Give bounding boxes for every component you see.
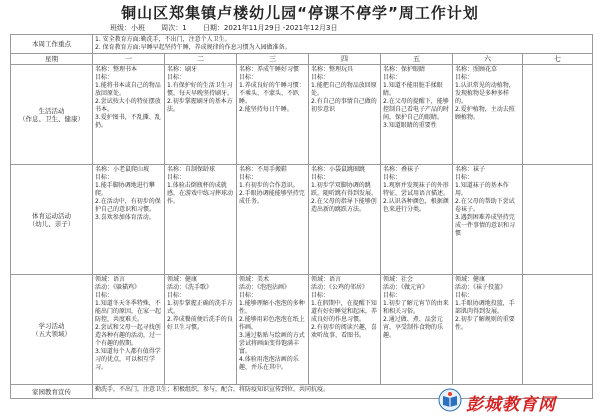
weekly-plan-table xyxy=(10,34,593,399)
study-cell xyxy=(381,275,453,385)
row-label-line: 体育运动活动 xyxy=(32,211,71,220)
watermark xyxy=(438,388,588,414)
study-cell xyxy=(165,275,237,385)
sport-cell xyxy=(237,165,309,275)
life-cell-line: 名称：刷牙 xyxy=(167,66,198,73)
sport-row-label xyxy=(11,165,93,275)
life-row-label xyxy=(11,65,93,165)
life-cell-line: 目标： xyxy=(455,74,474,81)
sport-cell-line: 名称：自制保龄球 xyxy=(167,166,216,173)
life-cell-line: 2.有自己的事情自己做的初步意识 xyxy=(311,98,377,113)
study-cell-line: 1.能够理解小泡泡的多种性。 xyxy=(239,300,305,315)
study-cell-line: 1.在假期中，在提醒下知道有好好睡觉和起床，养成良好的作息习惯。 xyxy=(311,300,378,323)
focus-line: 1. 安全教育方面:勤洗手，不出门，注意个人卫生。 xyxy=(95,36,231,43)
sport-cell-line: 3.喜欢参加体育活动。 xyxy=(95,214,155,221)
life-cell-line: 名称：整理书本 xyxy=(95,66,138,73)
life-cell-line: 目标： xyxy=(239,74,258,81)
sport-cell-line: 名称：不用手搬鞋 xyxy=(239,166,288,173)
day-header: 四 xyxy=(309,54,381,65)
sport-cell-line: 1.能手脚协调地进行攀爬。 xyxy=(95,182,155,197)
day-header-row xyxy=(11,54,593,65)
sport-cell-line: 目标： xyxy=(311,174,330,181)
sport-cell xyxy=(93,165,165,275)
life-cell xyxy=(453,65,523,165)
sport-cell-line: 名称：小老鼠爬山坡 xyxy=(95,166,150,173)
row-label-line: （作息、卫生、健康） xyxy=(19,114,84,123)
life-cell xyxy=(381,65,453,165)
study-cell-line: 目标： xyxy=(311,292,330,299)
study-cell xyxy=(93,275,165,385)
sport-cell-line: 2.手眼协调能能够坚持完成任务。 xyxy=(239,190,305,205)
study-row xyxy=(11,275,593,385)
day-header-label: 星期 xyxy=(11,54,93,65)
study-cell-line: 活动：《躲猫鸡》 xyxy=(95,284,141,291)
life-cell xyxy=(309,65,381,165)
row-label-line: （五大领域） xyxy=(32,329,71,338)
sport-cell-line: 3.遇到困难养成坚持完成一件事情的意识和习惯 xyxy=(455,214,516,237)
sport-cell-line: 1.观察并发现袜子的外形特征，尝试用语言描述。 xyxy=(383,182,450,197)
study-cell-line: 领域：语言 xyxy=(95,276,126,283)
life-cell-line: 名称：养成午睡好习惯 xyxy=(239,66,300,73)
life-cell-line: 1.认识常见的动植物，发现植物是多种多样的。 xyxy=(455,82,515,105)
page-title: 铜山区郑集镇卢楼幼儿园“停课不停学”周工作计划 xyxy=(121,4,479,22)
sport-cell-line: 1.有初步的合作意识。 xyxy=(239,182,299,189)
life-cell-line: 2.爱护植物，主动去照顾植物。 xyxy=(455,106,515,121)
row-label-line: 学习活动 xyxy=(38,321,65,330)
day-header: 六 xyxy=(453,54,523,65)
family-content: 勤洗手，不出门，注意卫生；积极组织，参与，配合，将防疫知识宣传到位，共同抗疫。 xyxy=(93,385,593,399)
study-cell-line: 活动：《做元宵》 xyxy=(383,284,429,291)
sport-cell-line: 2.在活动中，有初步的保护自己的意识和习惯。 xyxy=(95,198,161,213)
day-header: 三 xyxy=(237,54,309,65)
life-cell-line: 名称：整理玩具 xyxy=(311,66,354,73)
study-cell-line: 活动：《洗手歌》 xyxy=(167,284,213,291)
study-cell-line: 3.知道每个人都有值得学习的优点，可以相互学习。 xyxy=(95,348,161,371)
life-cell-line: 2.尝试按大小的特征摆放书本。 xyxy=(95,98,161,113)
life-cell-line: 2.初步掌握刷牙的基本方法。 xyxy=(167,98,233,113)
life-cell-line: 目标： xyxy=(311,74,330,81)
sport-cell-line: 名称：叠袜子 xyxy=(383,166,420,173)
study-cell-line: 活动：《公鸡的邻居》 xyxy=(311,284,369,291)
sport-cell xyxy=(523,165,593,275)
watermark-text: 彭城教育网 xyxy=(466,395,556,415)
study-cell-line: 1.知道冬天冬季特殊，不能出门的原因，在家一起防控，共度难关。 xyxy=(95,300,162,323)
life-cell-line: 3.知道眼睛的重要性 xyxy=(383,122,437,129)
study-cell xyxy=(453,275,523,385)
focus-label: 本周工作重点 xyxy=(11,35,93,54)
sport-cell-line: 2.在父母的帮助下尝试卷袜子。 xyxy=(455,198,515,213)
book-logo-icon xyxy=(438,388,462,412)
study-cell-line: 3.通过粘贴与绘画的方式尝试将画面变得饱满丰富。 xyxy=(239,332,305,355)
study-cell-line: 2.尝试和父母一起寻找创造各种有趣的活动，过一个有趣的假期。 xyxy=(95,324,162,347)
study-cell xyxy=(237,275,309,385)
life-cell xyxy=(93,65,165,165)
life-cell-line: 目标： xyxy=(95,74,114,81)
study-cell-line: 2.养成餐前便后洗手的良好卫生习惯。 xyxy=(167,316,233,331)
sport-cell-line: 2.认识各种颜色，根据颜色来进行分类。 xyxy=(383,198,449,213)
life-cell-line: 2.能坚持每日午睡。 xyxy=(239,106,293,113)
sport-row xyxy=(11,165,593,275)
life-cell-line: 1.有保护好的生活卫生习惯，每天早晚坚持刷牙。 xyxy=(167,82,234,97)
day-header: 二 xyxy=(165,54,237,65)
sport-cell-line: 目标： xyxy=(239,174,258,181)
study-cell-line: 领域：社会 xyxy=(383,276,414,283)
sport-cell-line: 1.知道袜子的基本作用。 xyxy=(455,182,509,197)
study-cell-line: 目标： xyxy=(239,292,258,299)
day-header: 七 xyxy=(523,54,593,65)
study-cell-line: 1.手眼协调地投篮，手部肌肉得到发展。 xyxy=(455,300,515,315)
study-cell-line: 2.通过做、煮、品尝元宵，享受制作食物的乐趣。 xyxy=(383,316,444,339)
plan-meta xyxy=(110,23,352,33)
study-cell-line: 领域：美术 xyxy=(239,276,270,283)
sport-cell-line: 目标： xyxy=(383,174,402,181)
week-label: 周次：1 xyxy=(161,24,187,32)
sport-cell xyxy=(381,165,453,275)
study-cell-line: 目标： xyxy=(383,292,402,299)
sport-cell-line: 目标： xyxy=(95,174,114,181)
life-cell-line: 名称：照顾花草 xyxy=(455,66,498,73)
life-cell-line: 1.知道不能用脏手揉眼睛。 xyxy=(383,82,443,97)
study-cell-line: 领域：健康 xyxy=(167,276,198,283)
focus-row xyxy=(11,35,593,54)
focus-line: 2. 保育教育方面:早睡早起坚持午睡，养成规律的作息习惯为入园做准备。 xyxy=(95,44,291,51)
study-cell xyxy=(523,275,593,385)
life-cell-line: 3.爱护图书，不乱撕、乱扔。 xyxy=(95,114,161,129)
study-cell-line: 目标： xyxy=(455,292,474,299)
study-cell-line: 活动：《袜子投篮》 xyxy=(455,284,507,291)
class-label: 班级：小班 xyxy=(110,24,145,32)
sport-cell-line: 目标： xyxy=(455,174,474,181)
study-cell-line: 1.初步了解元宵节的由来和相关习俗。 xyxy=(383,300,449,315)
study-cell-line: 目标： xyxy=(95,292,114,299)
study-cell xyxy=(309,275,381,385)
day-header: 一 xyxy=(93,54,165,65)
life-cell xyxy=(165,65,237,165)
study-cell-line: 2.初步了解规则的重要性。 xyxy=(455,316,515,331)
study-cell-line: 目标： xyxy=(167,292,186,299)
life-cell-line: 名称：保护眼睛 xyxy=(383,66,426,73)
sport-cell xyxy=(165,165,237,275)
sport-cell-line: 名称：小袋鼠跳圈跳 xyxy=(311,166,366,173)
row-label-line: （幼儿、亲子） xyxy=(28,219,75,228)
row-label-line: 生活活动 xyxy=(38,106,65,115)
sport-cell xyxy=(453,165,523,275)
life-cell-line: 1.能将书本或自己的物品放回原处。 xyxy=(95,82,161,97)
study-cell-line: 4.体验用泡泡沾画的乐趣，并乐在其中。 xyxy=(239,356,299,371)
life-cell xyxy=(523,65,593,165)
life-cell-line: 目标： xyxy=(383,74,402,81)
life-cell-line: 2.在父母的提醒下，能够控制自己看电子产品的时间，保护自己的眼睛。 xyxy=(383,98,450,121)
focus-content xyxy=(93,35,593,54)
life-cell-line: 目标： xyxy=(167,74,186,81)
study-cell-line: 领域：语言 xyxy=(311,276,342,283)
sport-cell-line: 1.初步学双脚协调的跳跃，随听跳有得到发展。 xyxy=(311,182,378,197)
life-cell xyxy=(237,65,309,165)
sport-cell-line: 1.体验击倒瓶杯的成就感，在游戏中练习摔球动作。 xyxy=(167,182,234,205)
life-cell-line: 1.能把自己的物品放回原处。 xyxy=(311,82,377,97)
sport-cell-line: 名称：袜子 xyxy=(455,166,486,173)
life-row xyxy=(11,65,593,165)
life-cell-line: 1.养成良好的午睡习惯：不乘头、不蒙头、不趴睡。 xyxy=(239,82,305,105)
study-cell-line: 2.有初步的阅读兴趣，喜欢听故事、看图书。 xyxy=(311,324,377,339)
study-cell-line: 领域：健康 xyxy=(455,276,486,283)
date-label: 日期：2021年11月29日 -2021年12月3日 xyxy=(202,24,338,32)
study-row-label xyxy=(11,275,93,385)
study-cell-line: 2.能够用彩色泡泡在纸上作画。 xyxy=(239,316,305,331)
study-cell-line: 1.初步掌握正确的洗手方式。 xyxy=(167,300,233,315)
sport-cell xyxy=(309,165,381,275)
family-label: 家园教育宣传 xyxy=(11,385,93,399)
sport-cell-line: 2.在父母的指导下能够创造出新的跳跃方法。 xyxy=(311,198,377,213)
study-cell-line: 活动：《泡泡沾画》 xyxy=(239,284,291,291)
sport-cell-line: 目标： xyxy=(167,174,186,181)
day-header: 五 xyxy=(381,54,453,65)
